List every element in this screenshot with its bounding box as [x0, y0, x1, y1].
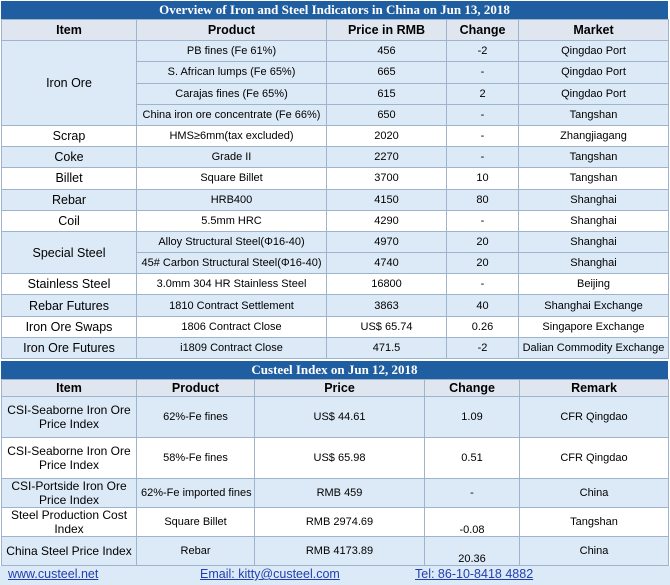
row-price: 2270: [327, 147, 447, 168]
row-item: Coil: [2, 210, 137, 231]
index-row: [2, 479, 669, 508]
table-row: [2, 210, 669, 231]
row-price: 16800: [327, 274, 447, 295]
index-title: Custeel Index on Jun 12, 2018: [1, 361, 668, 379]
row-item: Iron Ore Swaps: [2, 316, 137, 337]
row-price: 2020: [327, 125, 447, 146]
row-market: Shanghai: [519, 231, 669, 252]
row-product: HMS≥6mm(tax excluded): [137, 125, 327, 146]
row-change: -: [447, 274, 519, 295]
row-change: 40: [447, 295, 519, 316]
row-change: -: [447, 147, 519, 168]
row-price: 471.5: [327, 337, 447, 358]
row-market: Singapore Exchange: [519, 316, 669, 337]
row-item: Rebar: [2, 189, 137, 210]
row-product: 3.0mm 304 HR Stainless Steel: [137, 274, 327, 295]
header-product: Product: [137, 20, 327, 41]
table-row: [2, 147, 669, 168]
index-row-price: RMB 2974.69: [255, 508, 425, 537]
row-item: Special Steel: [2, 231, 137, 273]
table-row: [2, 168, 669, 189]
index-row-item: CSI-Seaborne Iron Ore Price Index: [2, 397, 137, 438]
index-row-change: -: [425, 479, 520, 508]
row-price: 615: [327, 83, 447, 104]
row-item: Rebar Futures: [2, 295, 137, 316]
row-product: Alloy Structural Steel(Φ16-40): [137, 231, 327, 252]
row-product: 45# Carbon Structural Steel(Φ16-40): [137, 253, 327, 274]
row-market: Shanghai: [519, 189, 669, 210]
row-price: 650: [327, 104, 447, 125]
row-price: 3700: [327, 168, 447, 189]
header-item: Item: [2, 20, 137, 41]
index-header-price: Price: [255, 380, 425, 397]
index-row-item: CSI-Seaborne Iron Ore Price Index: [2, 438, 137, 479]
row-change: 2: [447, 83, 519, 104]
header-price: Price in RMB: [327, 20, 447, 41]
row-price: 4290: [327, 210, 447, 231]
row-price: 4970: [327, 231, 447, 252]
index-header-product: Product: [137, 380, 255, 397]
row-price: US$ 65.74: [327, 316, 447, 337]
index-row-item: Steel Production Cost Index: [2, 508, 137, 537]
row-market: Qingdao Port: [519, 83, 669, 104]
row-product: i1809 Contract Close: [137, 337, 327, 358]
row-price: 3863: [327, 295, 447, 316]
row-item: Iron Ore Futures: [2, 337, 137, 358]
row-item: Coke: [2, 147, 137, 168]
index-row-remark: China: [520, 537, 669, 566]
row-product: HRB400: [137, 189, 327, 210]
row-price: 665: [327, 62, 447, 83]
custeel-index-table: [1, 379, 669, 566]
row-price: 456: [327, 41, 447, 62]
index-row-remark: CFR Qingdao: [520, 438, 669, 479]
row-change: 0.26: [447, 316, 519, 337]
row-market: Qingdao Port: [519, 62, 669, 83]
row-market: Tangshan: [519, 168, 669, 189]
row-change: 80: [447, 189, 519, 210]
row-change: -2: [447, 41, 519, 62]
website-link[interactable]: www.custeel.net: [8, 567, 99, 581]
row-market: Tangshan: [519, 104, 669, 125]
index-header-item: Item: [2, 380, 137, 397]
footer-bar: [0, 566, 670, 585]
table-row: [2, 337, 669, 358]
row-product: PB fines (Fe 61%): [137, 41, 327, 62]
index-header-change: Change: [425, 380, 520, 397]
index-row-product: 58%-Fe fines: [137, 438, 255, 479]
index-row-change: 1.09: [425, 397, 520, 438]
row-market: Beijing: [519, 274, 669, 295]
index-row-remark: Tangshan: [520, 508, 669, 537]
row-market: Shanghai Exchange: [519, 295, 669, 316]
row-item: Stainless Steel: [2, 274, 137, 295]
row-market: Shanghai: [519, 253, 669, 274]
indicators-table: [1, 19, 669, 359]
table-row: [2, 125, 669, 146]
row-product: China iron ore concentrate (Fe 66%): [137, 104, 327, 125]
row-product: Carajas fines (Fe 65%): [137, 83, 327, 104]
table-row: [2, 316, 669, 337]
index-table-header: [2, 380, 669, 397]
table-row: [2, 231, 669, 252]
index-row-price: RMB 4173.89: [255, 537, 425, 566]
page-title: Overview of Iron and Steel Indicators in China on Jun 13, 2018: [1, 1, 668, 19]
index-row-price: RMB 459: [255, 479, 425, 508]
index-row-remark: China: [520, 479, 669, 508]
index-row-item: CSI-Portside Iron Ore Price Index: [2, 479, 137, 508]
index-row-product: 62%-Fe fines: [137, 397, 255, 438]
table-row: [2, 274, 669, 295]
row-product: Grade II: [137, 147, 327, 168]
row-product: S. African lumps (Fe 65%): [137, 62, 327, 83]
header-change: Change: [447, 20, 519, 41]
table-row: [2, 295, 669, 316]
index-header-remark: Remark: [520, 380, 669, 397]
table-row: [2, 189, 669, 210]
row-market: Tangshan: [519, 147, 669, 168]
row-product: 1806 Contract Close: [137, 316, 327, 337]
table-row: [2, 41, 669, 62]
row-change: 20: [447, 253, 519, 274]
row-market: Zhangjiagang: [519, 125, 669, 146]
index-row: [2, 508, 669, 537]
tel-link[interactable]: Tel: 86-10-8418 4882: [415, 567, 534, 581]
row-change: -: [447, 62, 519, 83]
index-row-item: China Steel Price Index: [2, 537, 137, 566]
row-item: Billet: [2, 168, 137, 189]
row-item: Iron Ore: [2, 41, 137, 126]
row-change: 10: [447, 168, 519, 189]
indicators-sheet: [1, 1, 668, 566]
row-price: 4740: [327, 253, 447, 274]
index-row: [2, 397, 669, 438]
row-change: -: [447, 125, 519, 146]
index-row-product: Rebar: [137, 537, 255, 566]
index-row-product: Square Billet: [137, 508, 255, 537]
index-row-change: 0.51: [425, 438, 520, 479]
index-row-change: 20.36: [425, 537, 520, 566]
row-market: Qingdao Port: [519, 41, 669, 62]
row-product: 5.5mm HRC: [137, 210, 327, 231]
row-item: Scrap: [2, 125, 137, 146]
row-change: -: [447, 210, 519, 231]
row-product: Square Billet: [137, 168, 327, 189]
index-row-price: US$ 65.98: [255, 438, 425, 479]
index-row-change: -0.08: [425, 508, 520, 537]
row-change: -: [447, 104, 519, 125]
email-link[interactable]: Email: kitty@custeel.com: [200, 567, 340, 581]
row-price: 4150: [327, 189, 447, 210]
row-market: Shanghai: [519, 210, 669, 231]
index-row-product: 62%-Fe imported fines: [137, 479, 255, 508]
row-change: 20: [447, 231, 519, 252]
index-row-remark: CFR Qingdao: [520, 397, 669, 438]
row-product: 1810 Contract Settlement: [137, 295, 327, 316]
index-row-price: US$ 44.61: [255, 397, 425, 438]
index-row: [2, 438, 669, 479]
row-market: Dalian Commodity Exchange: [519, 337, 669, 358]
table-header: [2, 20, 669, 41]
row-change: -2: [447, 337, 519, 358]
index-row: [2, 537, 669, 566]
header-market: Market: [519, 20, 669, 41]
